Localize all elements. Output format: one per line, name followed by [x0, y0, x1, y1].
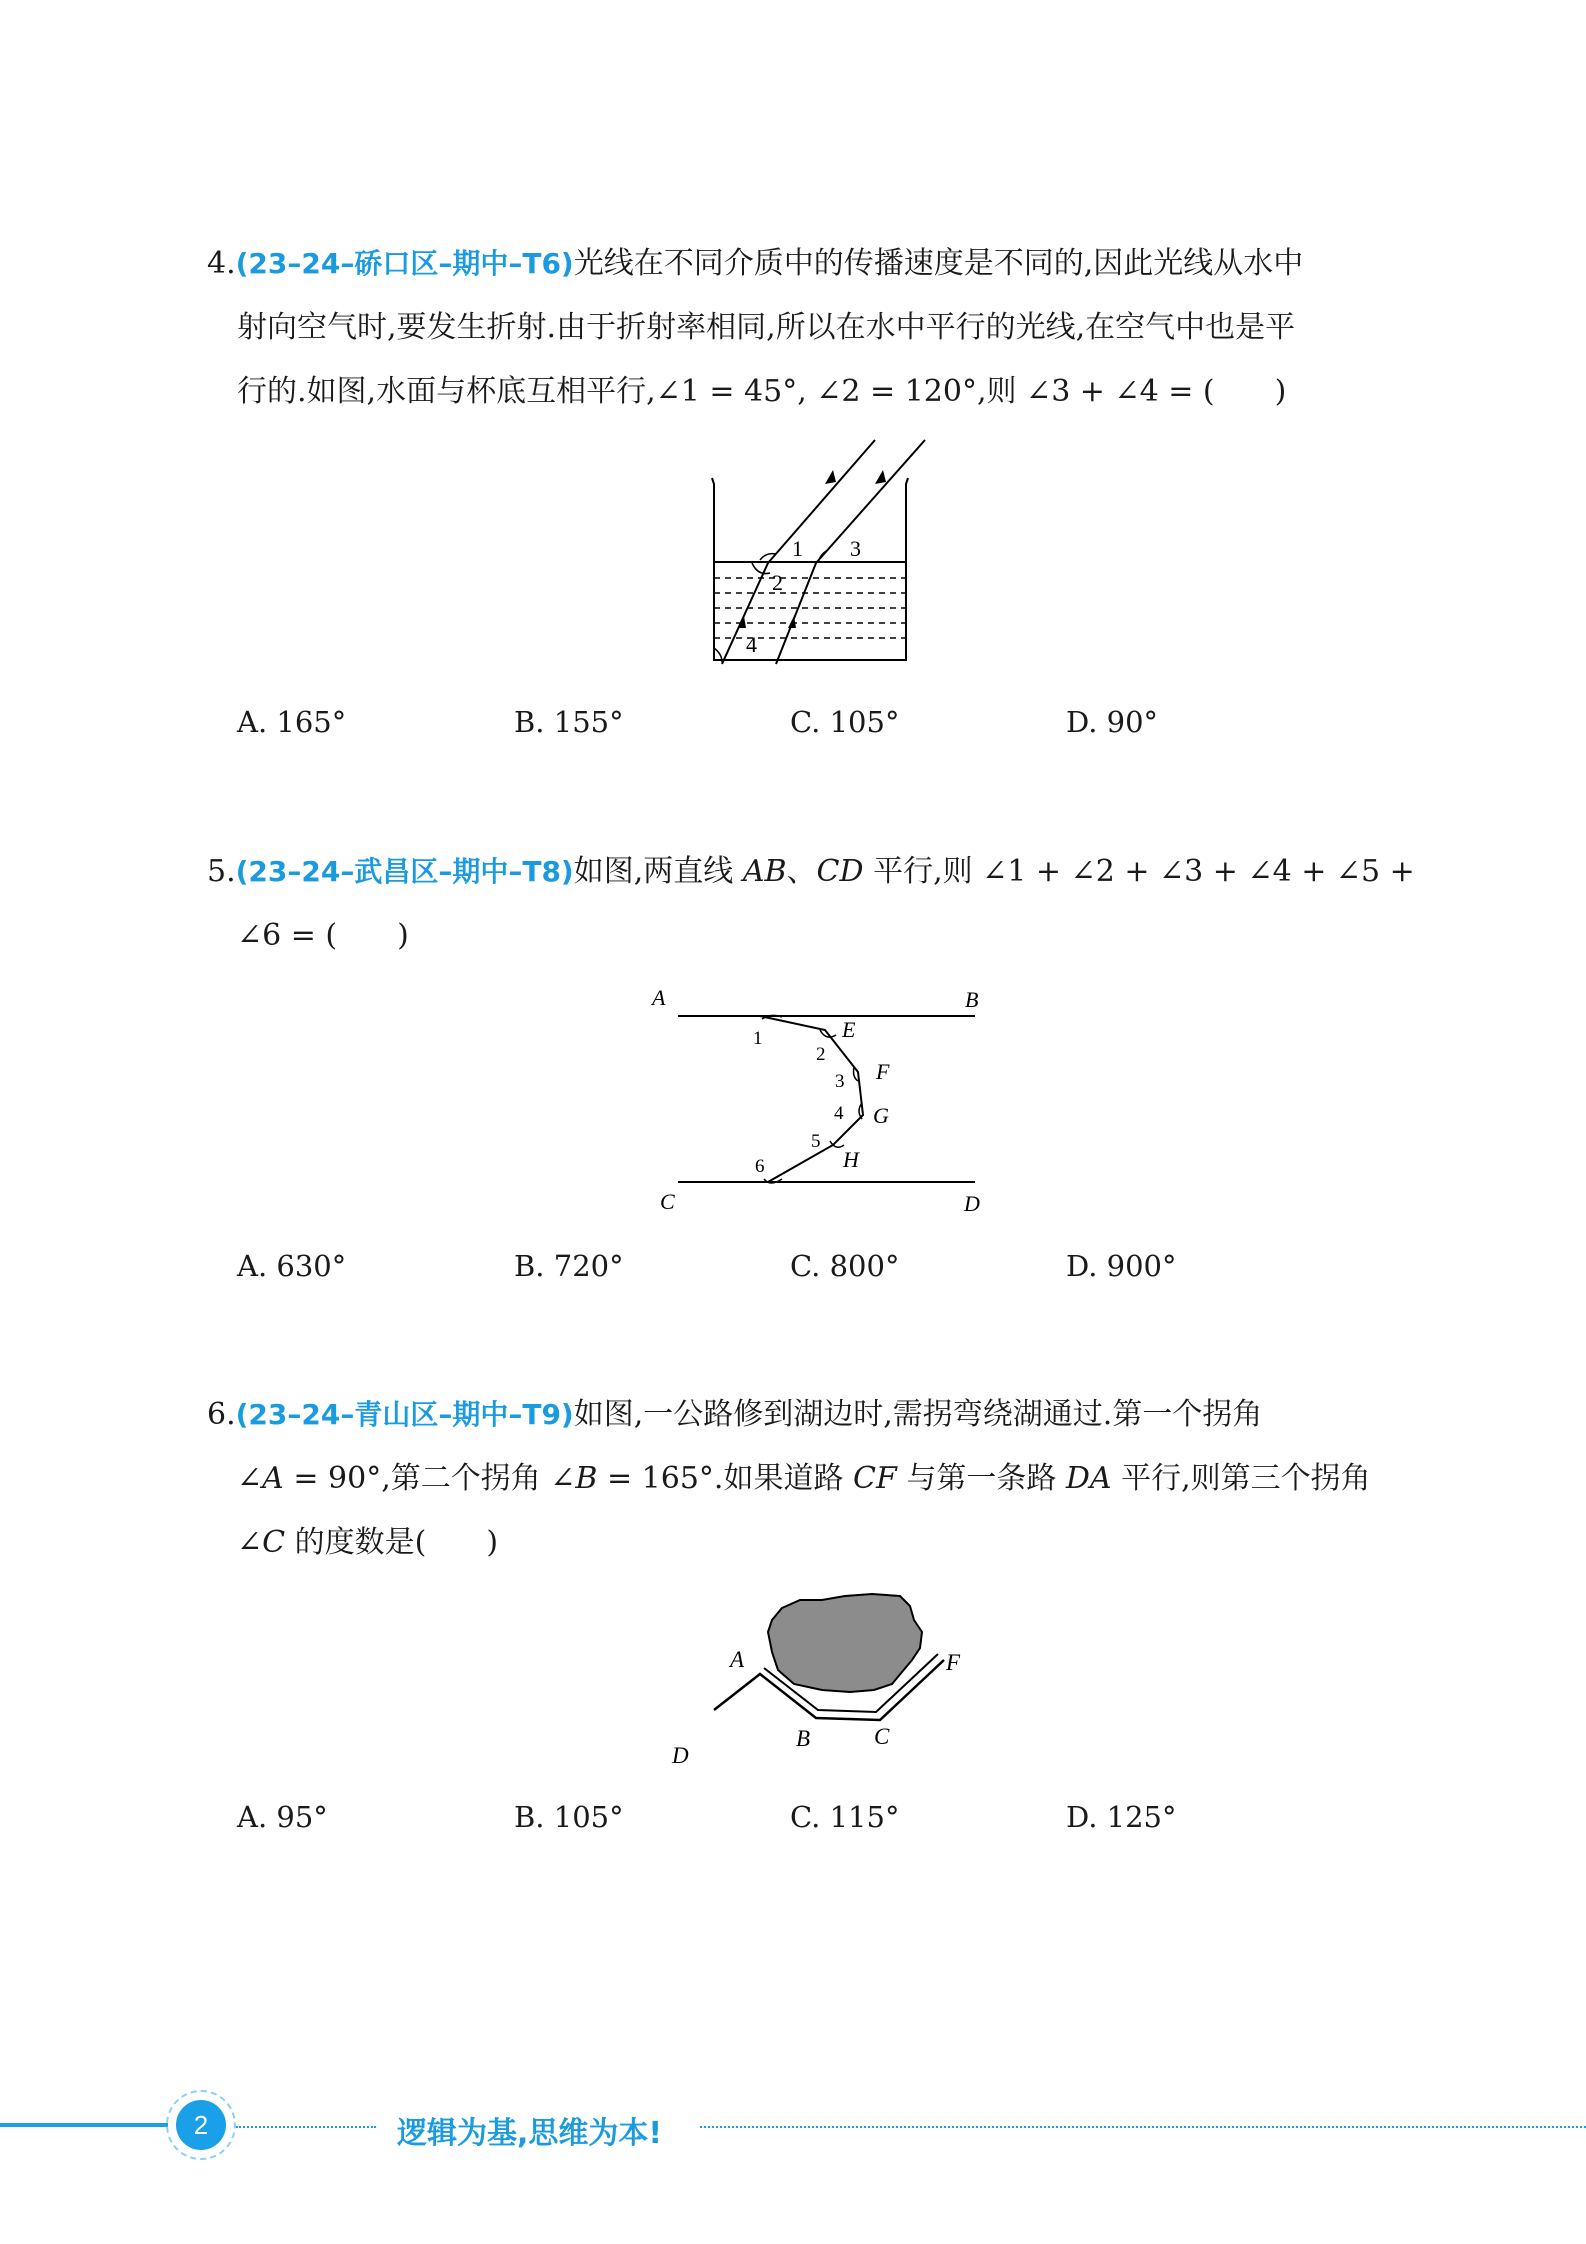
q6-options [237, 1800, 1357, 1840]
q5-line-ab: AB [742, 854, 787, 889]
q4-source: (23–24–硚口区–期中–T6) [235, 247, 574, 280]
q5-label-g: G [873, 1103, 889, 1128]
q6-line2-d: 与第一条路 [896, 1461, 1066, 1496]
q6-line2-b: = 90°,第二个拐角 ∠ [283, 1461, 576, 1496]
q6-label-c: C [874, 1724, 890, 1749]
q4-option-c[interactable]: C. 105° [790, 705, 900, 739]
lake-road-figure [660, 1580, 990, 1780]
q6-line2-a: ∠ [237, 1461, 263, 1496]
q6-option-a[interactable]: A. 95° [237, 1800, 328, 1834]
question-5 [207, 840, 1415, 968]
q5-option-c[interactable]: C. 800° [790, 1249, 900, 1283]
q6-option-b[interactable]: B. 105° [514, 1800, 624, 1834]
footer-slogan: 逻辑为基,思维为本! [397, 2116, 663, 2151]
q5-label-5: 5 [811, 1131, 821, 1152]
q5-label-b: B [965, 987, 979, 1012]
q5-option-d[interactable]: D. 900° [1066, 1249, 1177, 1283]
footer-dots-right [700, 2126, 1586, 2128]
q5-line-cd: CD [816, 854, 864, 889]
question-4 [207, 232, 1397, 424]
q5-label-f: F [876, 1059, 890, 1084]
q6-line1: 如图,一公路修到湖边时,需拐弯绕湖通过.第一个拐角 [573, 1397, 1263, 1432]
q4-number: 4. [207, 246, 236, 281]
q6-number: 6. [207, 1397, 236, 1432]
q6-var-b: B [575, 1461, 598, 1496]
page-number: 2 [176, 2100, 226, 2150]
q6-line2-e: 平行,则第三个拐角 [1111, 1461, 1371, 1496]
parallel-lines-figure [640, 975, 1000, 1230]
q4-label-1: 1 [792, 536, 803, 561]
q6-option-c[interactable]: C. 115° [790, 1800, 900, 1834]
q6-line2-c: = 165°.如果道路 [597, 1461, 853, 1496]
q5-label-c: C [660, 1189, 675, 1214]
q5-number: 5. [207, 854, 236, 889]
q6-line3-b: 的度数是( ) [285, 1525, 499, 1560]
q5-line1-b: 平行,则 ∠1 + ∠2 + ∠3 + ∠4 + ∠5 + [863, 854, 1415, 889]
q4-label-4: 4 [746, 632, 757, 657]
lake-shape [768, 1594, 922, 1692]
q4-line2: 射向空气时,要发生折射.由于折射率相同,所以在水中平行的光线,在空气中也是平 [237, 310, 1296, 345]
q5-label-2: 2 [816, 1044, 826, 1065]
q4-label-3: 3 [850, 536, 861, 561]
q5-label-a: A [652, 985, 666, 1010]
q6-var-da: DA [1065, 1461, 1112, 1496]
question-6 [207, 1383, 1397, 1575]
q5-label-e: E [842, 1017, 856, 1042]
q5-label-h: H [843, 1147, 859, 1172]
q6-label-f: F [946, 1650, 961, 1675]
q4-options [237, 705, 1357, 745]
q4-line3: 行的.如图,水面与杯底互相平行,∠1 = 45°, ∠2 = 120°,则 ∠3 + ∠4 = ( ) [237, 374, 1287, 409]
q4-option-d[interactable]: D. 90° [1066, 705, 1159, 739]
q4-label-2: 2 [772, 570, 783, 595]
q6-var-c: C [262, 1525, 286, 1560]
q6-label-d: D [672, 1743, 689, 1768]
q6-var-a: A [262, 1461, 284, 1496]
q5-options [237, 1249, 1357, 1289]
q5-label-4: 4 [834, 1103, 844, 1124]
q5-line2: ∠6 = ( ) [237, 918, 409, 953]
q5-label-1: 1 [753, 1028, 763, 1049]
q6-line3-a: ∠ [237, 1525, 263, 1560]
q4-option-b[interactable]: B. 155° [514, 705, 624, 739]
q5-line1-sep: 、 [786, 854, 817, 889]
q4-line1: 光线在不同介质中的传播速度是不同的,因此光线从水中 [573, 246, 1304, 281]
q6-option-d[interactable]: D. 125° [1066, 1800, 1177, 1834]
q6-var-cf: CF [853, 1461, 897, 1496]
q6-label-a: A [730, 1647, 745, 1672]
beaker-figure [700, 430, 940, 680]
q5-option-b[interactable]: B. 720° [514, 1249, 624, 1283]
q6-source: (23–24–青山区–期中–T9) [235, 1398, 574, 1431]
q5-option-a[interactable]: A. 630° [237, 1249, 347, 1283]
q4-option-a[interactable]: A. 165° [237, 705, 347, 739]
q5-source: (23–24–武昌区–期中–T8) [235, 855, 574, 888]
q5-line1-a: 如图,两直线 [573, 854, 743, 889]
q5-label-6: 6 [755, 1156, 765, 1177]
q5-label-3: 3 [835, 1071, 845, 1092]
footer-rule-left [0, 2123, 168, 2127]
q5-label-d: D [964, 1191, 980, 1216]
footer-dots-left [236, 2126, 376, 2128]
q6-label-b: B [796, 1726, 811, 1751]
